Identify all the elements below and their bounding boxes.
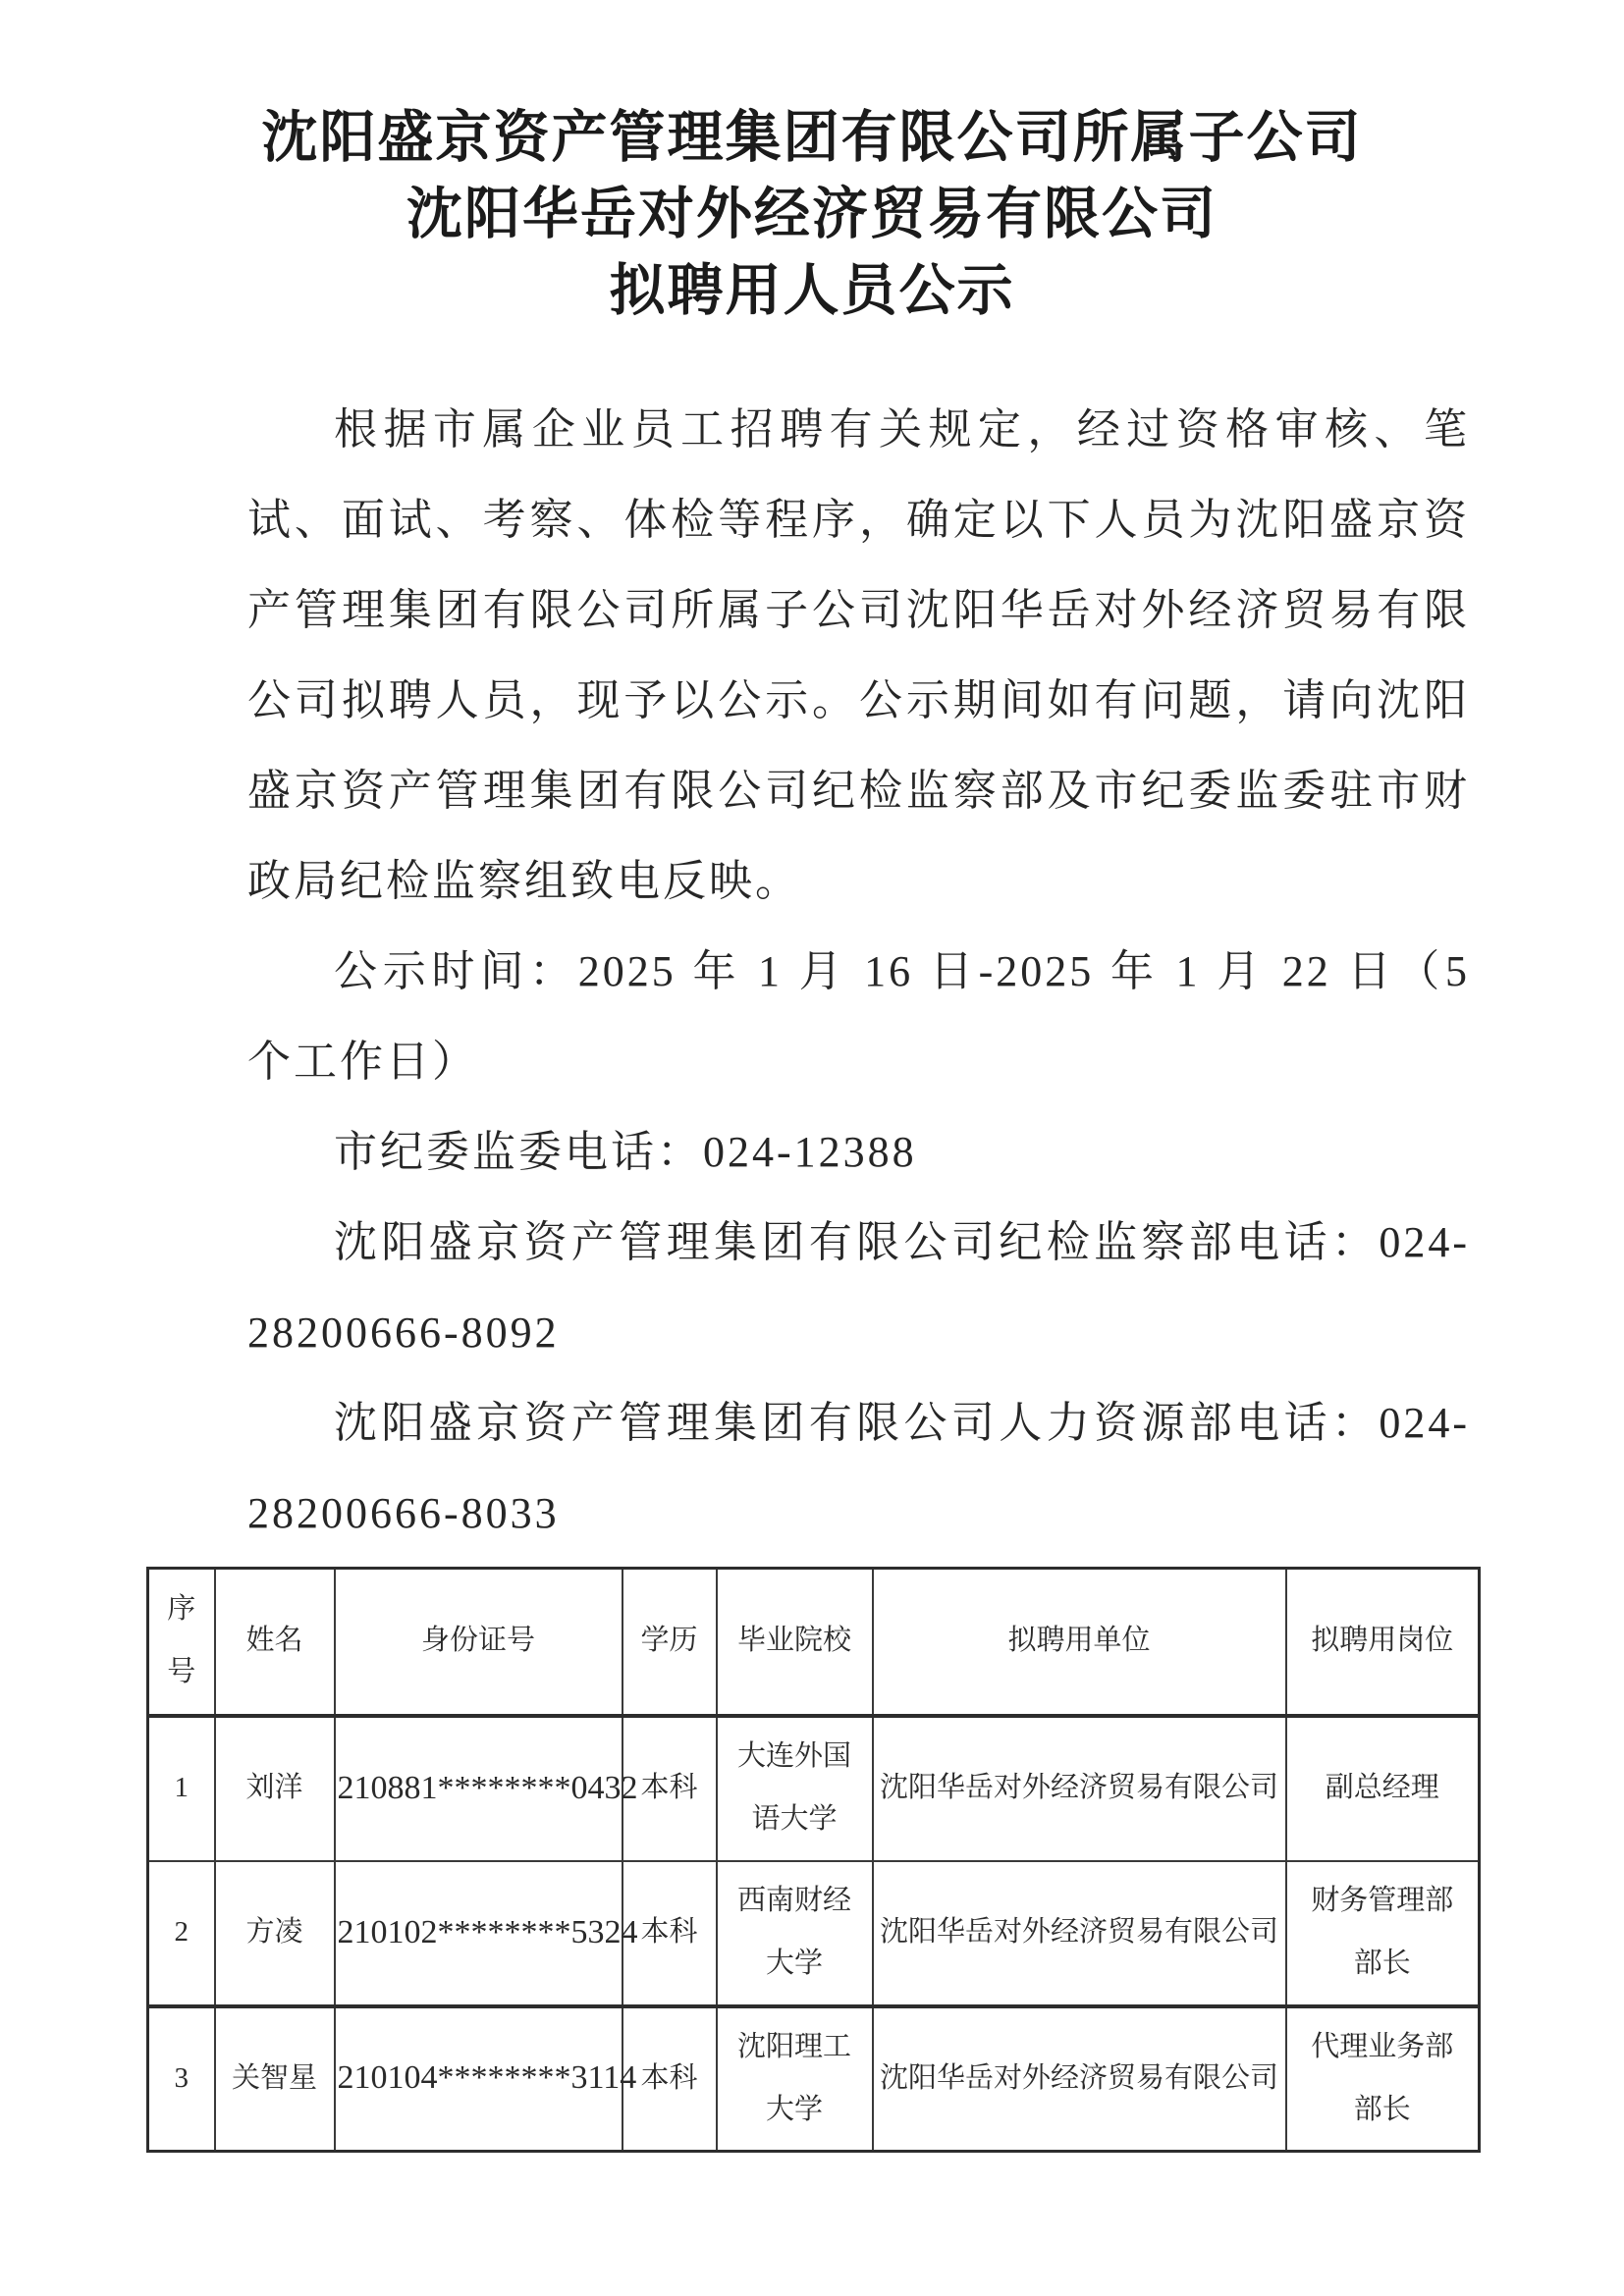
cell-serial: 1 (148, 1716, 215, 1861)
cell-degree: 本科 (623, 2006, 717, 2152)
cell-position: 代理业务部部长 (1286, 2006, 1480, 2152)
cell-name: 方凌 (215, 1861, 335, 2006)
header-employer: 拟聘用单位 (873, 1569, 1286, 1716)
header-school: 毕业院校 (717, 1569, 873, 1716)
paragraph-intro: 根据市属企业员工招聘有关规定，经过资格审核、笔试、面试、考察、体检等程序，确定以下人员为沈阳盛京资产管理集团有限公司所属子公司沈阳华岳对外经济贸易有限公司拟聘人员，现予以公示。公示期间如有问题，请向沈阳盛京资产管理集团有限公司纪检监察部及市纪委监委驻市财政局纪检监察组致电反映。 (247, 405, 1470, 905)
cell-name: 刘洋 (215, 1716, 335, 1861)
paragraph-commission-phone: 市纪委监委电话：024-12388 (334, 1128, 917, 1176)
header-name: 姓名 (215, 1569, 335, 1716)
cell-school: 西南财经大学 (717, 1861, 873, 2006)
cell-id-number: 210102********5324 (335, 1861, 623, 2006)
title-line-3: 拟聘用人员公示 (609, 260, 1015, 322)
cell-id-number: 210104********3114 (335, 2006, 623, 2152)
document-body (247, 385, 1470, 1559)
paragraph-publicity-period: 公示时间：2025 年 1 月 16 日-2025 年 1 月 22 日（5 个工作日） (247, 947, 1470, 1086)
cell-employer: 沈阳华岳对外经济贸易有限公司 (873, 1716, 1286, 1861)
title-line-1: 沈阳盛京资产管理集团有限公司所属子公司 (261, 107, 1363, 169)
cell-degree: 本科 (623, 1716, 717, 1861)
table-row (148, 2006, 1480, 2152)
paragraph-discipline-dept-phone: 沈阳盛京资产管理集团有限公司纪检监察部电话：024-28200666-8092 (247, 1218, 1470, 1357)
cell-school: 大连外国语大学 (717, 1716, 873, 1861)
cell-id-number: 210881********0432 (335, 1716, 623, 1861)
cell-school: 沈阳理工大学 (717, 2006, 873, 2152)
header-serial-number: 序号 (148, 1569, 215, 1716)
cell-position: 财务管理部部长 (1286, 1861, 1480, 2006)
header-position: 拟聘用岗位 (1286, 1569, 1480, 1716)
cell-serial: 2 (148, 1861, 215, 2006)
header-id-number: 身份证号 (335, 1569, 623, 1716)
cell-serial: 3 (148, 2006, 215, 2152)
cell-employer: 沈阳华岳对外经济贸易有限公司 (873, 1861, 1286, 2006)
title-line-2: 沈阳华岳对外经济贸易有限公司 (406, 184, 1218, 245)
cell-degree: 本科 (623, 1861, 717, 2006)
header-degree: 学历 (623, 1569, 717, 1716)
table-header-row (148, 1569, 1480, 1716)
candidates-table (146, 1567, 1481, 2153)
cell-position: 副总经理 (1286, 1716, 1480, 1861)
cell-employer: 沈阳华岳对外经济贸易有限公司 (873, 2006, 1286, 2152)
table-row (148, 1716, 1480, 1861)
table-row (148, 1861, 1480, 2006)
paragraph-hr-dept-phone: 沈阳盛京资产管理集团有限公司人力资源部电话：024-28200666-8033 (247, 1399, 1470, 1537)
cell-name: 关智星 (215, 2006, 335, 2152)
table-header (148, 1569, 1480, 1716)
document-title (0, 0, 1624, 330)
table-body (148, 1716, 1480, 2152)
